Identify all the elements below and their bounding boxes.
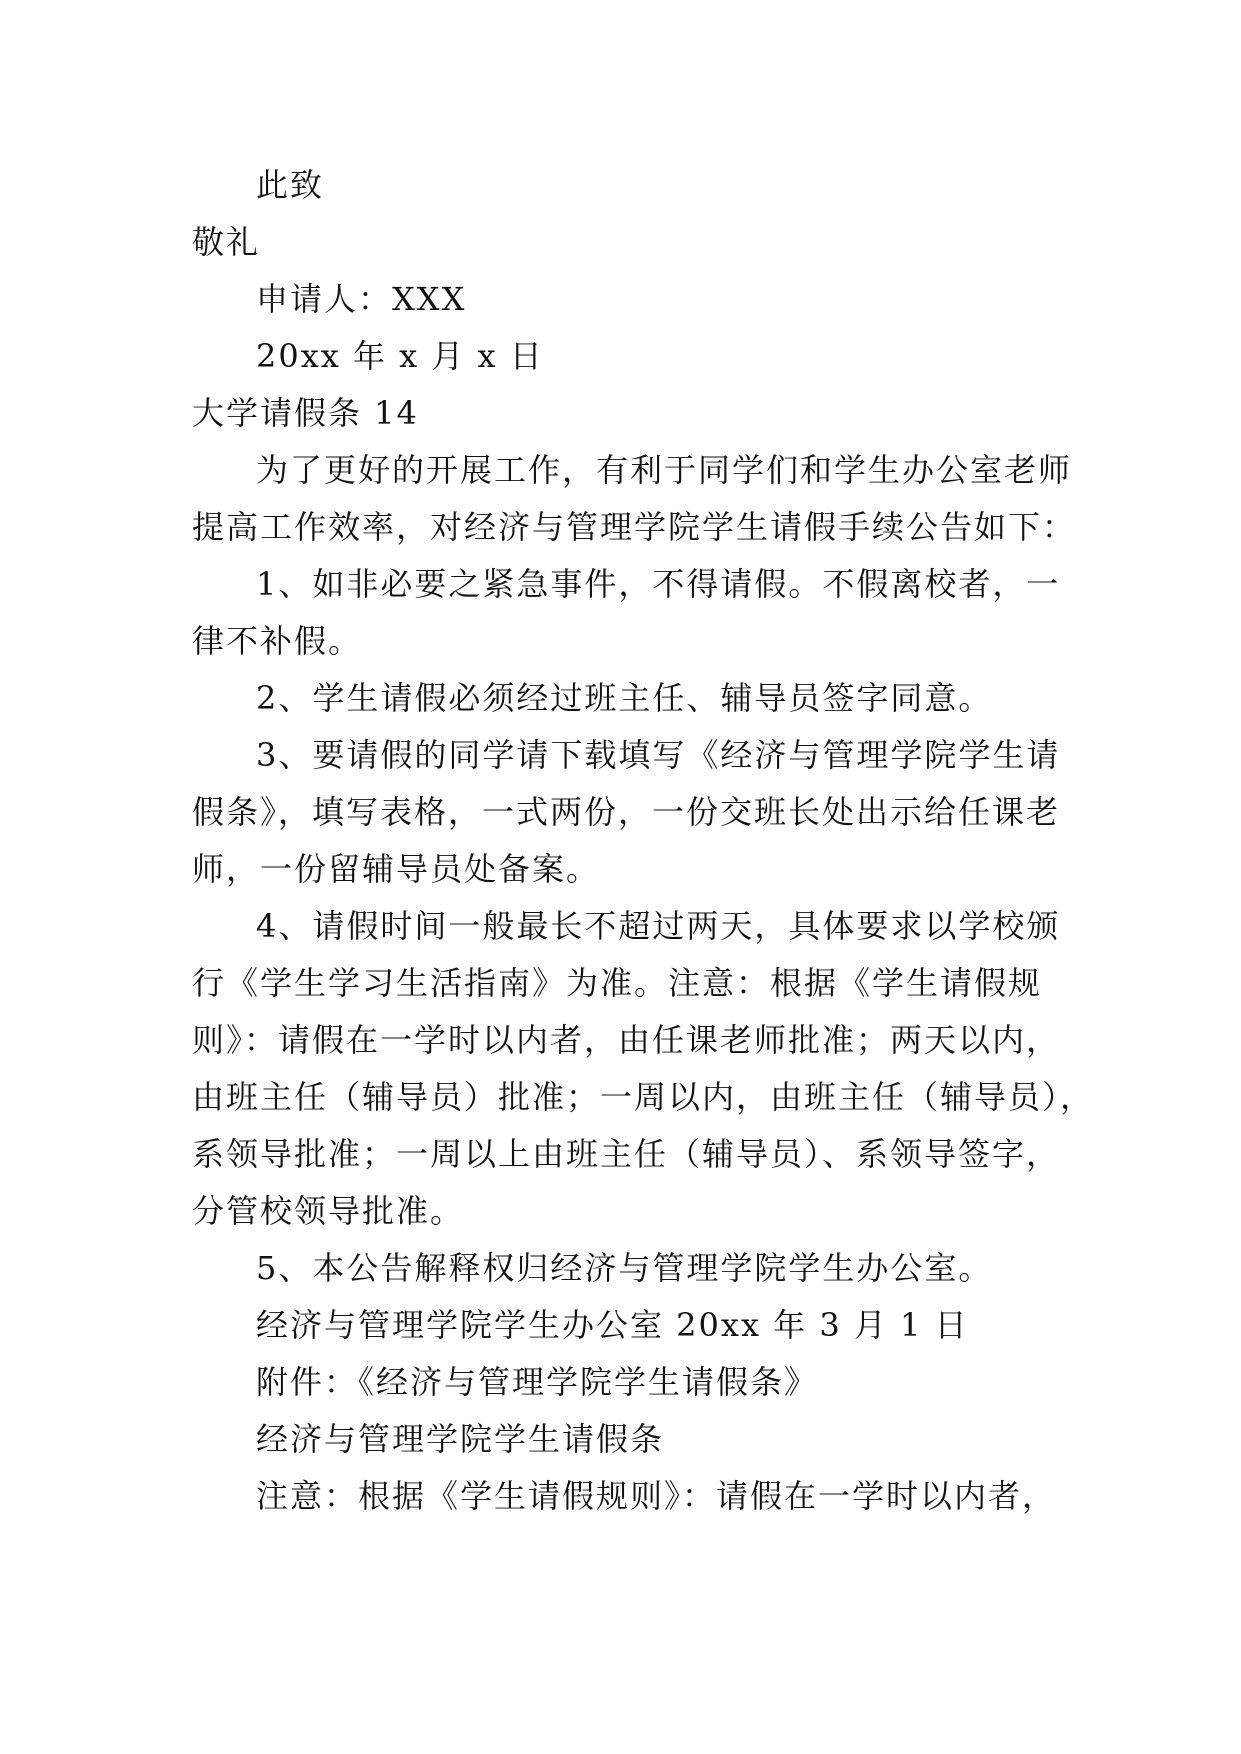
paragraph-line: 提高工作效率，对经济与管理学院学生请假手续公告如下： [192,508,1077,546]
note-line: 注意：根据《学生请假规则》：请假在一学时以内者， [256,1477,1057,1515]
paragraph-line: 3、要请假的同学请下载填写《经济与管理学院学生请 [256,736,1061,774]
paragraph-line: 由班主任（辅导员）批准；一周以内，由班主任（辅导员）， [192,1078,1095,1116]
paragraph-line: 律不补假。 [192,622,363,660]
applicant-line: 申请人：XXX [256,280,467,318]
date-line: 20xx 年 x 月 x 日 [256,337,544,375]
paragraph-line: 行《学生学习生活指南》为准。注意：根据《学生请假规 [192,964,1043,1002]
paragraph-line: 假条》，填写表格，一式两份，一份交班长处出示给任课老 [192,793,1061,831]
form-title-line: 经济与管理学院学生请假条 [256,1420,665,1458]
paragraph-line: 师，一份留辅导员处备案。 [192,850,601,888]
section-heading: 大学请假条 14 [192,394,419,432]
attachment-line: 附件：《经济与管理学院学生请假条》 [256,1363,819,1401]
paragraph-line: 系领导批准；一周以上由班主任（辅导员）、系领导签字， [192,1135,1061,1173]
paragraph-line: 则》：请假在一学时以内者，由任课老师批准；两天以内， [192,1021,1061,1059]
paragraph-line: 为了更好的开展工作，有利于同学们和学生办公室老师 [256,451,1073,489]
paragraph-line: 1、如非必要之紧急事件，不得请假。不假离校者，一 [256,565,1061,603]
paragraph-line: 4、请假时间一般最长不超过两天，具体要求以学校颁 [256,907,1061,945]
paragraph-line: 5、本公告解释权归经济与管理学院学生办公室。 [256,1249,993,1287]
paragraph-line: 分管校领导批准。 [192,1192,465,1230]
closing-line: 此致 [256,166,325,204]
salutation-line: 敬礼 [192,223,261,261]
paragraph-line: 2、学生请假必须经过班主任、辅导员签字同意。 [256,679,993,717]
signature-line: 经济与管理学院学生办公室 20xx 年 3 月 1 日 [256,1306,969,1344]
